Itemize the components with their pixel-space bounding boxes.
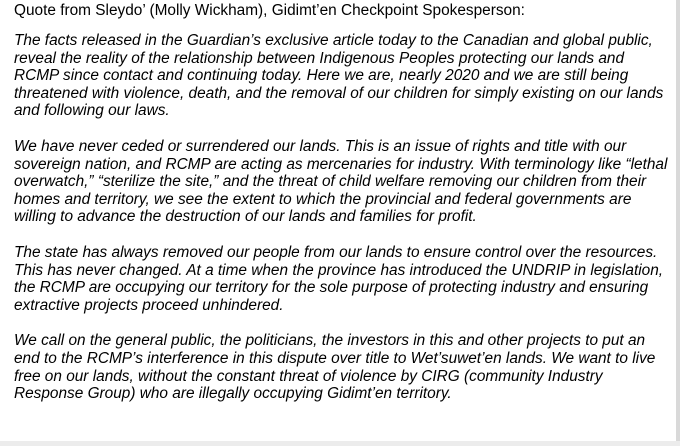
paragraph-line: We call on the general public, the politicians, the investors in this and other projects to put an <box>14 332 646 350</box>
paragraph-line: threatened with violence, death, and the removal of our children for simply existing on our lands <box>14 84 664 102</box>
paragraph-line: The facts released in the Guardian’s exclusive article today to the Canadian and global public, <box>14 32 653 49</box>
paragraph-line: and following our laws. <box>14 102 170 120</box>
paragraph-line: This has never changed. At a time when the province has introduced the UNDRIP in legislation, <box>14 261 664 279</box>
paragraph-line: We have never ceded or surrendered our lands. This is an issue of rights and title with our <box>14 137 627 155</box>
paragraph-line: homes and territory, we see the extent to which the provincial and federal governments are <box>14 190 632 208</box>
paragraph-line: The state has always removed our people from our lands to ensure control over the resources. <box>14 243 658 261</box>
paragraph-line: Response Group) who are illegally occupying Gidimt’en territory. <box>14 385 452 403</box>
paragraph-line: end to the RCMP’s interference in this dispute over title to Wet’suwet’en lands. We want to live <box>14 349 656 367</box>
paragraph-3 <box>14 244 666 314</box>
quote-heading: Quote from Sleydo’ (Molly Wickham), Gidimt’en Checkpoint Spokesperson: <box>14 2 525 19</box>
page-edge-shadow <box>676 0 680 446</box>
paragraph-line: reveal the reality of the relationship between Indigenous Peoples protecting our lands and <box>14 49 625 67</box>
paragraph-line: willing to advance the destruction of our lands and families for profit. <box>14 208 477 226</box>
paragraph-4 <box>14 332 666 402</box>
paragraph-line: extractive projects proceed unhindered. <box>14 296 284 314</box>
page-bottom-edge <box>0 441 680 446</box>
paragraph-line: the RCMP are occupying our territory for the sole purpose of protecting industry and ensuring <box>14 279 649 297</box>
paragraph-line: free on our lands, without the constant threat of violence by CIRG (community Industry <box>14 367 603 385</box>
paragraph-line: RCMP since contact and continuing today. Here we are, nearly 2020 and we are still being <box>14 67 629 85</box>
paragraph-line: overwatch,” “sterilize the site,” and the threat of child welfare removing our children from their <box>14 173 647 191</box>
paragraph-2 <box>14 138 666 226</box>
paragraph-1 <box>14 32 666 120</box>
paragraph-line: sovereign nation, and RCMP are acting as mercenaries for industry. With terminology like “lethal <box>14 155 668 173</box>
